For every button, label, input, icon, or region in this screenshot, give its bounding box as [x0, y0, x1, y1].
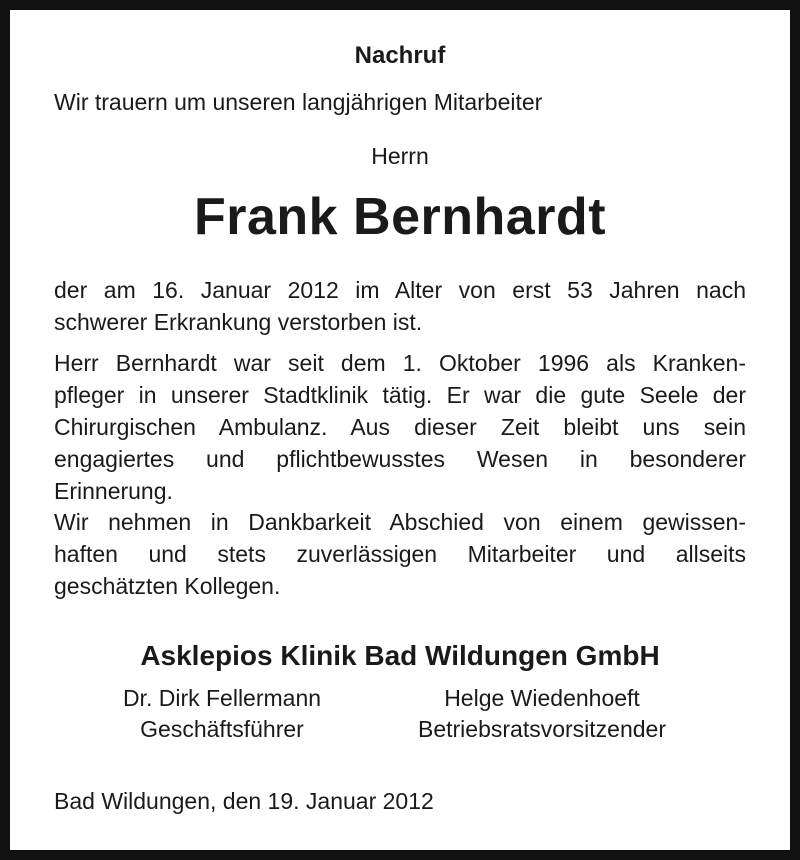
- text-line: schwerer Erkrankung verstorben ist.: [54, 309, 423, 335]
- signatory-title: Betriebsratsvorsitzender: [418, 716, 666, 742]
- text-line: Chirurgischen Ambulanz. Aus dieser Zeit bleibt uns sein: [54, 414, 746, 440]
- paragraph-farewell: [54, 506, 746, 602]
- place-and-date: Bad Wildungen, den 19. Januar 2012: [54, 788, 434, 814]
- signatory-name: Helge Wiedenhoeft: [444, 685, 640, 711]
- text-line: Erinnerung.: [54, 478, 173, 504]
- signatory-name: Dr. Dirk Fellermann: [122, 685, 322, 711]
- deceased-name: Frank Bernhardt: [193, 188, 607, 246]
- salutation: Herrn: [371, 143, 429, 169]
- notice-heading: Nachruf: [354, 42, 446, 69]
- signatory-right: [392, 683, 692, 745]
- text-line: geschätzten Kollegen.: [54, 573, 281, 599]
- organization-name: Asklepios Klinik Bad Wildungen GmbH: [140, 640, 660, 671]
- text-line: der am 16. Januar 2012 im Alter von erst 53 Jahren nach: [54, 277, 746, 303]
- text-line: Herr Bernhardt war seit dem 1. Oktober 1996 als Kranken-: [54, 350, 746, 376]
- text-line: Wir nehmen in Dankbarkeit Abschied von einem gewissen-: [54, 509, 746, 535]
- paragraph-career: [54, 347, 746, 507]
- paragraph-death-info: [54, 274, 746, 338]
- signatory-title: Geschäftsführer: [140, 716, 304, 742]
- text-line: pfleger in unserer Stadtklinik tätig. Er war die gute Seele der: [54, 382, 746, 408]
- text-line: engagiertes und pflichtbewusstes Wesen in besonderer: [54, 446, 746, 472]
- intro-line: Wir trauern um unseren langjährigen Mitarbeiter: [54, 89, 543, 115]
- signatory-left: [72, 683, 372, 745]
- text-line: haften und stets zuverlässigen Mitarbeiter und allseits: [54, 541, 746, 567]
